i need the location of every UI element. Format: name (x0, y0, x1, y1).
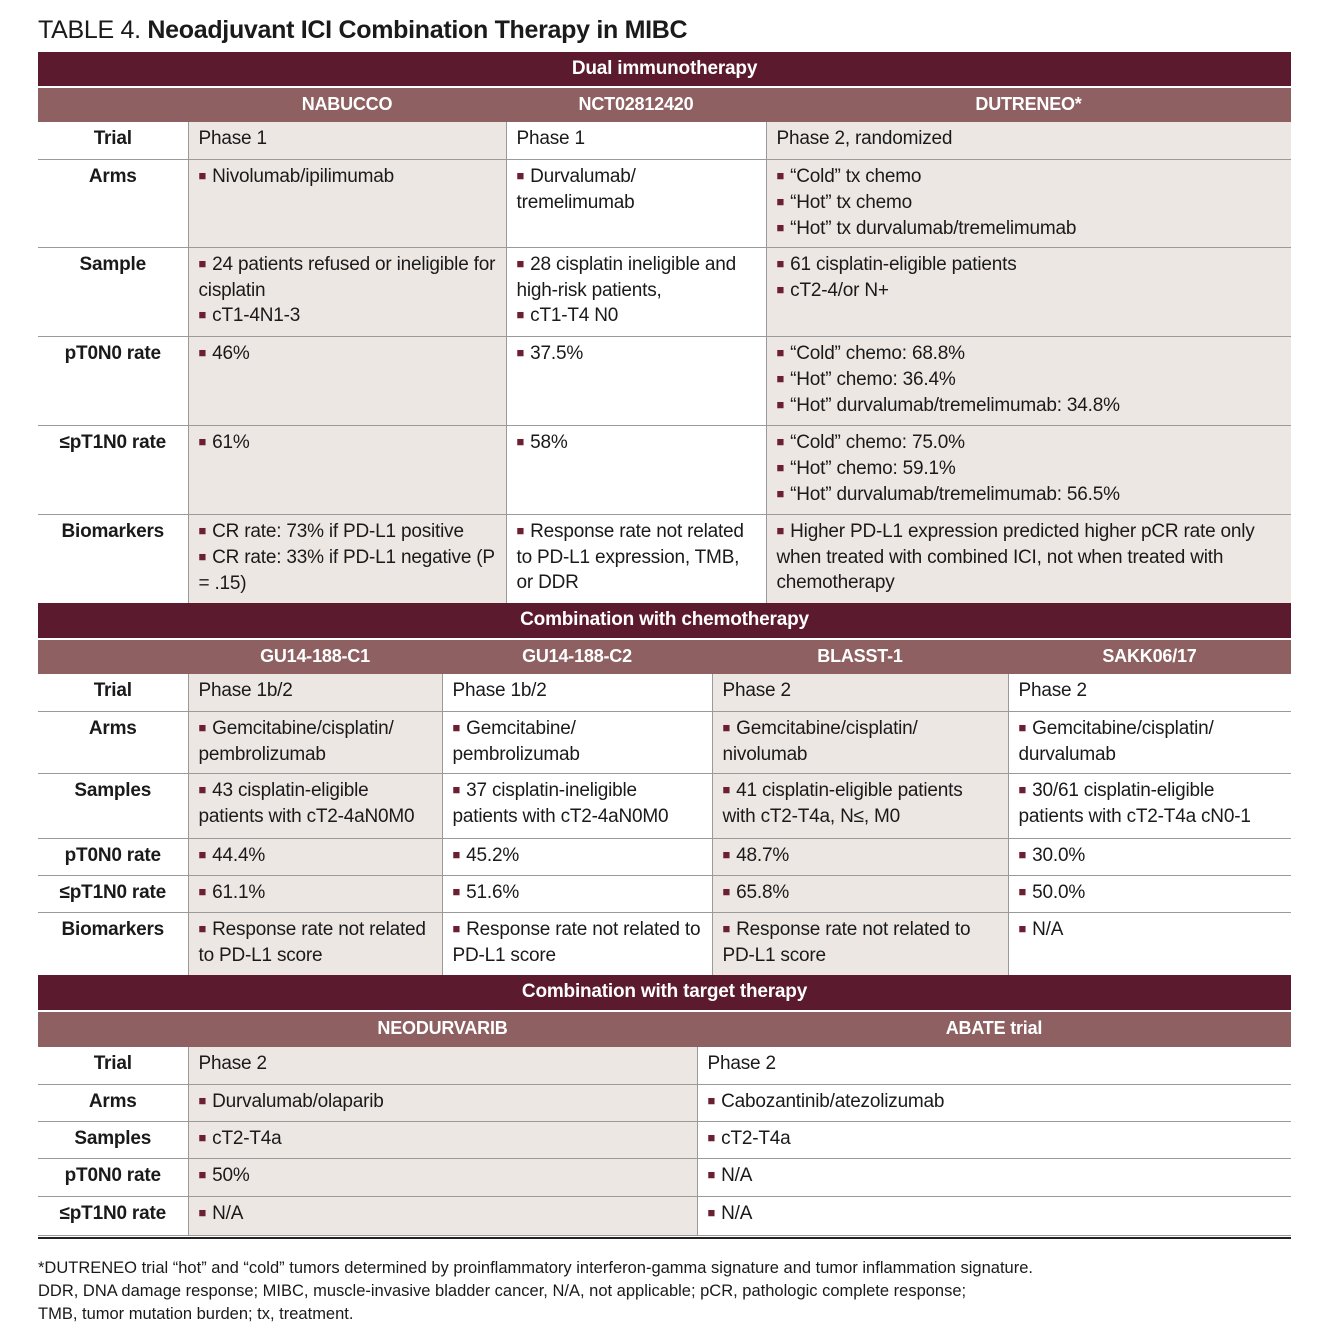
section-table (38, 52, 1291, 604)
cell-text: Response rate not related to PD-L1 score (722, 918, 971, 966)
cell-text: 24 patients refused or ineligible for cisplatin (198, 253, 496, 301)
row-label: Trial (38, 674, 188, 711)
cell-text: 28 cisplatin ineligible and high-risk patients, (516, 253, 737, 301)
bullet-icon: ■ (198, 522, 207, 538)
table-cell (1008, 773, 1291, 838)
title-prefix: TABLE 4. (38, 16, 141, 44)
cell-text: Phase 2 (707, 1053, 776, 1074)
cell-item (453, 843, 702, 869)
cell-item (777, 341, 1282, 367)
trial-name: GU14-188-C2 (442, 639, 712, 674)
table-row (38, 1196, 1291, 1235)
table-cell (442, 773, 712, 838)
section-heading: Dual immunotherapy (38, 52, 1291, 87)
trial-names-row (38, 1011, 1291, 1047)
footnotes (38, 1237, 1291, 1326)
bullet-icon: ■ (776, 433, 785, 449)
table-row (38, 514, 1291, 603)
bullet-icon: ■ (776, 459, 785, 475)
table-row (38, 674, 1291, 711)
trial-name: NCT02812420 (506, 87, 766, 122)
section-heading: Combination with target therapy (38, 975, 1291, 1011)
section-heading: Combination with chemotherapy (38, 603, 1291, 639)
blank-header (38, 1011, 188, 1047)
table-cell (712, 773, 1008, 838)
cell-text: “Hot” tx durvalumab/tremelimumab (790, 217, 1077, 239)
cell-item (199, 164, 496, 190)
cell-item (517, 341, 756, 367)
cell-text: 37 cisplatin-ineligible patients with cT2-4aN0M0 (452, 779, 669, 827)
cell-item (199, 1126, 687, 1152)
cell-item (723, 880, 998, 906)
cell-item (1019, 716, 1282, 767)
cell-text: Gemcitabine/ pembrolizumab (452, 717, 580, 765)
cell-item (777, 216, 1282, 242)
row-label: Trial (38, 122, 188, 159)
table-cell (442, 875, 712, 912)
cell-text: Gemcitabine/cisplatin/ durvalumab (1018, 717, 1214, 765)
cell-text: “Cold” chemo: 75.0% (790, 431, 965, 453)
bullet-icon: ■ (198, 344, 207, 360)
cell-text: Durvalumab/ tremelimumab (516, 165, 636, 213)
cell-text: 58% (530, 431, 568, 453)
bullet-icon: ■ (722, 846, 731, 862)
cell-item (199, 126, 496, 151)
table-cell (188, 875, 442, 912)
table-row (38, 425, 1291, 514)
bullet-icon: ■ (722, 781, 731, 797)
cell-item (777, 190, 1282, 216)
cell-item (199, 843, 432, 869)
bullet-icon: ■ (776, 370, 785, 386)
row-label: ≤pT1N0 rate (38, 425, 188, 514)
bullet-icon: ■ (198, 255, 207, 271)
cell-item (723, 716, 998, 767)
blank-header (38, 87, 188, 122)
bullet-icon: ■ (198, 433, 207, 449)
row-label: Arms (38, 711, 188, 773)
cell-text: Response rate not related to PD-L1 score (452, 918, 701, 966)
cell-item (1019, 778, 1282, 829)
table-cell (697, 1121, 1291, 1158)
cell-item (777, 278, 1282, 304)
bullet-icon: ■ (776, 281, 785, 297)
cell-text: Cabozantinib/atezolizumab (721, 1090, 945, 1112)
cell-text: 61% (212, 431, 250, 453)
bullet-icon: ■ (452, 781, 461, 797)
cell-text: “Cold” tx chemo (790, 165, 922, 187)
cell-item (708, 1051, 1282, 1076)
table-cell (188, 674, 442, 711)
table-row (38, 838, 1291, 875)
table-cell (712, 838, 1008, 875)
cell-item (453, 917, 702, 968)
table-cell (188, 1121, 697, 1158)
trial-name: NEODURVARIB (188, 1011, 697, 1047)
table-row (38, 875, 1291, 912)
cell-text: “Hot” durvalumab/tremelimumab: 34.8% (790, 394, 1120, 416)
table-cell (188, 159, 506, 247)
cell-text: “Hot” tx chemo (790, 191, 912, 213)
bullet-icon: ■ (707, 1166, 716, 1182)
bullet-icon: ■ (776, 522, 785, 538)
cell-item (199, 1089, 687, 1115)
cell-item (708, 1126, 1282, 1152)
trial-name: NABUCCO (188, 87, 506, 122)
row-label: Biomarkers (38, 912, 188, 975)
cell-text: Phase 1b/2 (452, 680, 547, 701)
bullet-icon: ■ (776, 396, 785, 412)
cell-text: 45.2% (466, 844, 520, 866)
table-cell (1008, 674, 1291, 711)
cell-item (777, 482, 1282, 508)
cell-item (199, 303, 496, 329)
cell-text: Durvalumab/olaparib (212, 1090, 384, 1112)
cell-item (199, 519, 496, 545)
cell-item (199, 1201, 687, 1227)
cell-text: Phase 1 (516, 128, 585, 149)
row-label: pT0N0 rate (38, 336, 188, 425)
cell-text: 51.6% (466, 881, 520, 903)
trial-name: BLASST-1 (712, 639, 1008, 674)
table-row (38, 159, 1291, 247)
cell-item (777, 367, 1282, 393)
row-label: Arms (38, 159, 188, 247)
footnote: DDR, DNA damage response; MIBC, muscle-invasive bladder cancer, N/A, not applicable; pCR, pathologic complete response; (38, 1282, 967, 1300)
cell-item (517, 164, 756, 215)
cell-text: “Hot” chemo: 36.4% (790, 368, 956, 390)
table-cell (188, 122, 506, 159)
section-heading-row (38, 52, 1291, 87)
cell-text: 44.4% (212, 844, 266, 866)
cell-item (199, 1051, 687, 1076)
cell-text: 41 cisplatin-eligible patients with cT2-T4a, N≤, M0 (722, 779, 963, 827)
table-cell (766, 514, 1291, 603)
bullet-icon: ■ (198, 1092, 207, 1108)
table-cell (697, 1084, 1291, 1121)
cell-text: 50.0% (1032, 881, 1086, 903)
cell-text: Phase 2 (198, 1053, 267, 1074)
table-cell (712, 711, 1008, 773)
table-cell (188, 336, 506, 425)
row-label: Sample (38, 247, 188, 336)
cell-text: Response rate not related to PD-L1 score (198, 918, 426, 966)
table-cell (697, 1047, 1291, 1084)
cell-item (1019, 880, 1282, 906)
cell-item (199, 917, 432, 968)
bullet-icon: ■ (1018, 781, 1027, 797)
cell-item (777, 393, 1282, 419)
bullet-icon: ■ (1018, 846, 1027, 862)
cell-text: Phase 1 (198, 128, 267, 149)
table-row (38, 773, 1291, 838)
cell-text: N/A (721, 1164, 753, 1186)
table-cell (506, 425, 766, 514)
table-cell (188, 1047, 697, 1084)
cell-item (723, 917, 998, 968)
cell-item (199, 716, 432, 767)
table-cell (188, 1158, 697, 1196)
cell-item (723, 843, 998, 869)
bullet-icon: ■ (516, 433, 525, 449)
cell-item (1019, 678, 1282, 703)
cell-item (708, 1089, 1282, 1115)
cell-item (723, 778, 998, 829)
cell-item (777, 164, 1282, 190)
bullet-icon: ■ (198, 920, 207, 936)
cell-item (777, 430, 1282, 456)
bullet-icon: ■ (722, 883, 731, 899)
table-cell (766, 159, 1291, 247)
table-cell (442, 912, 712, 975)
row-label: ≤pT1N0 rate (38, 875, 188, 912)
cell-item (199, 252, 496, 303)
table-cell (442, 674, 712, 711)
cell-item (777, 126, 1282, 151)
bullet-icon: ■ (776, 193, 785, 209)
table-cell (188, 247, 506, 336)
table-cell (697, 1158, 1291, 1196)
cell-item (453, 778, 702, 829)
cell-item (453, 716, 702, 767)
table-cell (188, 1084, 697, 1121)
trial-names-row (38, 87, 1291, 122)
bullet-icon: ■ (198, 781, 207, 797)
table-cell (506, 336, 766, 425)
cell-text: 37.5% (530, 342, 584, 364)
bullet-icon: ■ (1018, 883, 1027, 899)
blank-header (38, 639, 188, 674)
cell-text: 65.8% (736, 881, 790, 903)
cell-item (777, 519, 1282, 595)
bullet-icon: ■ (198, 719, 207, 735)
trial-name: ABATE trial (697, 1011, 1291, 1047)
cell-text: Gemcitabine/cisplatin/ pembrolizumab (198, 717, 394, 765)
table-row (38, 1047, 1291, 1084)
cell-item (199, 880, 432, 906)
section-heading-row (38, 975, 1291, 1011)
bullet-icon: ■ (198, 167, 207, 183)
bullet-icon: ■ (198, 883, 207, 899)
table-cell (712, 674, 1008, 711)
bullet-icon: ■ (707, 1129, 716, 1145)
section-table (38, 603, 1291, 976)
cell-text: cT2-T4a (721, 1127, 791, 1149)
footnote: TMB, tumor mutation burden; tx, treatment. (38, 1305, 354, 1323)
bullet-icon: ■ (198, 1166, 207, 1182)
bullet-icon: ■ (516, 306, 525, 322)
cell-text: Phase 1b/2 (198, 680, 293, 701)
trial-name: DUTRENEO* (766, 87, 1291, 122)
table-cell (188, 912, 442, 975)
cell-text: Response rate not related to PD-L1 expression, TMB, or DDR (516, 520, 744, 593)
cell-item (1019, 917, 1282, 943)
cell-text: Phase 2 (722, 680, 791, 701)
table-cell (506, 247, 766, 336)
cell-text: 50% (212, 1164, 250, 1186)
table-row (38, 247, 1291, 336)
row-label: Biomarkers (38, 514, 188, 603)
table-cell (188, 1196, 697, 1235)
cell-text: Nivolumab/ipilimumab (212, 165, 395, 187)
cell-item (777, 252, 1282, 278)
cell-text: cT1-4N1-3 (212, 304, 301, 326)
table-cell (188, 514, 506, 603)
cell-item (517, 303, 756, 329)
cell-item (517, 252, 756, 303)
section-table (38, 975, 1291, 1236)
table-cell (188, 425, 506, 514)
table-cell (188, 773, 442, 838)
cell-text: Phase 2 (1018, 680, 1087, 701)
cell-item (708, 1201, 1282, 1227)
bullet-icon: ■ (198, 1129, 207, 1145)
row-label: pT0N0 rate (38, 838, 188, 875)
cell-item (199, 545, 496, 596)
table-cell (697, 1196, 1291, 1235)
cell-text: N/A (721, 1202, 753, 1224)
row-label: Trial (38, 1047, 188, 1084)
cell-text: 46% (212, 342, 250, 364)
table-cell (712, 875, 1008, 912)
cell-text: Phase 2, randomized (776, 128, 953, 149)
table-row (38, 1121, 1291, 1158)
cell-item (453, 880, 702, 906)
table-cell (442, 711, 712, 773)
bullet-icon: ■ (707, 1204, 716, 1220)
bullet-icon: ■ (722, 920, 731, 936)
bullet-icon: ■ (722, 719, 731, 735)
table-cell (188, 711, 442, 773)
row-label: ≤pT1N0 rate (38, 1196, 188, 1235)
table-cell (1008, 912, 1291, 975)
bullet-icon: ■ (707, 1092, 716, 1108)
cell-text: “Hot” durvalumab/tremelimumab: 56.5% (790, 483, 1120, 505)
cell-item (199, 341, 496, 367)
cell-text: 43 cisplatin-eligible patients with cT2-4aN0M0 (198, 779, 415, 827)
cell-item (777, 456, 1282, 482)
table-row (38, 336, 1291, 425)
cell-text: cT2-T4a (212, 1127, 282, 1149)
bullet-icon: ■ (452, 719, 461, 735)
cell-text: CR rate: 73% if PD-L1 positive (212, 520, 464, 542)
bullet-icon: ■ (516, 522, 525, 538)
bullet-icon: ■ (776, 167, 785, 183)
bullet-icon: ■ (776, 344, 785, 360)
bullet-icon: ■ (452, 920, 461, 936)
bullet-icon: ■ (776, 219, 785, 235)
cell-item (517, 430, 756, 456)
cell-text: CR rate: 33% if PD-L1 negative (P = .15) (198, 546, 495, 594)
row-label: Samples (38, 773, 188, 838)
cell-text: 30.0% (1032, 844, 1086, 866)
bullet-icon: ■ (516, 344, 525, 360)
table-cell (1008, 711, 1291, 773)
table-cell (712, 912, 1008, 975)
cell-item (517, 519, 756, 595)
table-cell (1008, 875, 1291, 912)
table-cell (188, 838, 442, 875)
cell-item (517, 126, 756, 151)
table-cell (506, 159, 766, 247)
row-label: Samples (38, 1121, 188, 1158)
bullet-icon: ■ (198, 548, 207, 564)
table-cell (1008, 838, 1291, 875)
table-row (38, 1084, 1291, 1121)
trial-name: SAKK06/17 (1008, 639, 1291, 674)
table-row (38, 1158, 1291, 1196)
bullet-icon: ■ (198, 1204, 207, 1220)
cell-text: N/A (212, 1202, 244, 1224)
cell-text: cT1-T4 N0 (530, 304, 619, 326)
row-label: Arms (38, 1084, 188, 1121)
table-cell (766, 425, 1291, 514)
cell-text: Gemcitabine/cisplatin/ nivolumab (722, 717, 918, 765)
cell-text: N/A (1032, 918, 1064, 940)
footnote: *DUTRENEO trial “hot” and “cold” tumors determined by proinflammatory interferon-gamma signature and tumor inflammation signature. (38, 1259, 1033, 1277)
cell-item (199, 430, 496, 456)
cell-text: 61.1% (212, 881, 266, 903)
cell-item (199, 1163, 687, 1189)
title-main: Neoadjuvant ICI Combination Therapy in MIBC (147, 16, 688, 44)
table-cell (766, 336, 1291, 425)
bullet-icon: ■ (198, 306, 207, 322)
bullet-icon: ■ (1018, 920, 1027, 936)
cell-item (1019, 843, 1282, 869)
cell-text: “Cold” chemo: 68.8% (790, 342, 965, 364)
table-cell (442, 838, 712, 875)
cell-text: 61 cisplatin-eligible patients (790, 253, 1017, 275)
table-title (38, 16, 687, 45)
cell-text: 48.7% (736, 844, 790, 866)
section-heading-row (38, 603, 1291, 639)
trial-name: GU14-188-C1 (188, 639, 442, 674)
bullet-icon: ■ (1018, 719, 1027, 735)
trial-names-row (38, 639, 1291, 674)
bullet-icon: ■ (452, 846, 461, 862)
bullet-icon: ■ (516, 167, 525, 183)
table-cell (766, 247, 1291, 336)
cell-text: “Hot” chemo: 59.1% (790, 457, 956, 479)
table-cell (766, 122, 1291, 159)
cell-item (708, 1163, 1282, 1189)
table-cell (506, 122, 766, 159)
cell-text: Higher PD-L1 expression predicted higher pCR rate only when treated with combined ICI, not when treated with chemotherapy (776, 520, 1255, 593)
table-row (38, 912, 1291, 975)
cell-item (199, 778, 432, 829)
cell-item (199, 678, 432, 703)
bullet-icon: ■ (516, 255, 525, 271)
table-row (38, 122, 1291, 159)
cell-text: 30/61 cisplatin-eligible patients with cT2-T4a cN0-1 (1018, 779, 1251, 827)
cell-item (453, 678, 702, 703)
cell-item (723, 678, 998, 703)
bullet-icon: ■ (452, 883, 461, 899)
table-row (38, 711, 1291, 773)
table-cell (506, 514, 766, 603)
bullet-icon: ■ (198, 846, 207, 862)
cell-text: cT2-4/or N+ (790, 279, 889, 301)
bullet-icon: ■ (776, 255, 785, 271)
bullet-icon: ■ (776, 485, 785, 501)
row-label: pT0N0 rate (38, 1158, 188, 1196)
